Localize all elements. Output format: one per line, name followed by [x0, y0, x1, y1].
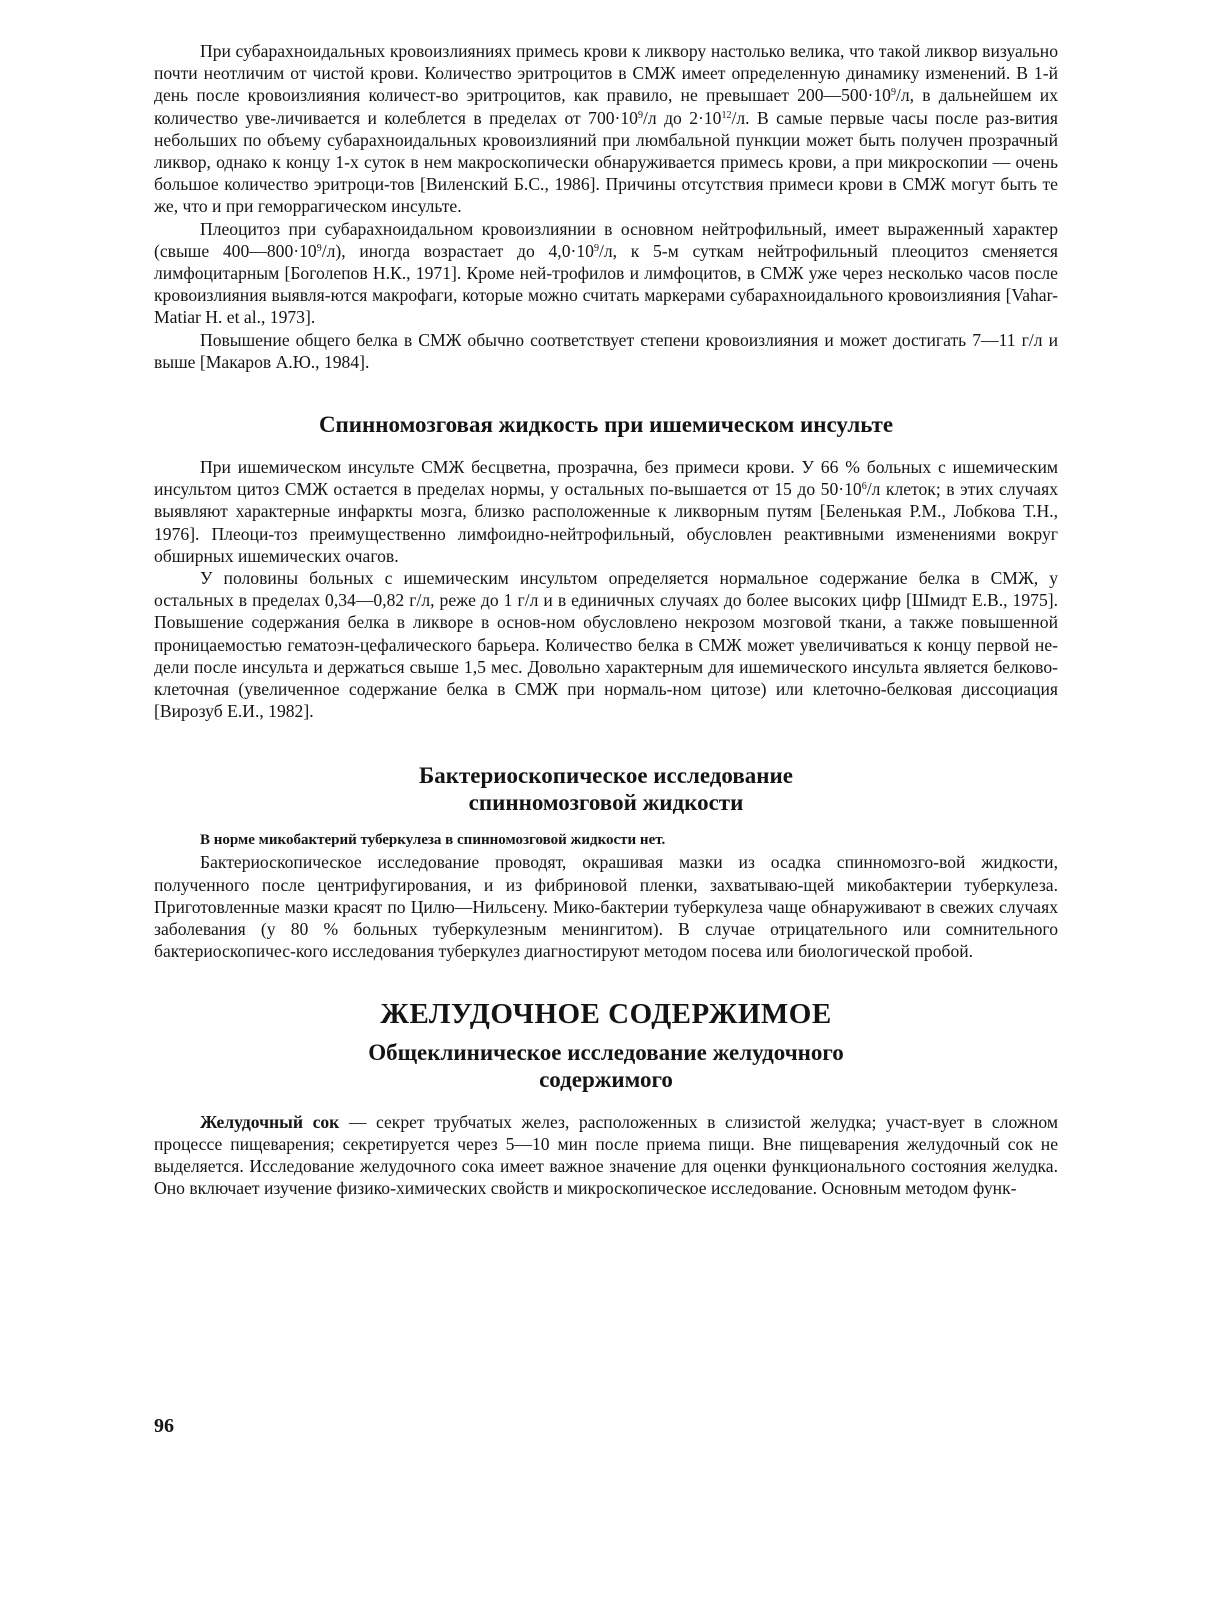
bacterioscopy-paragraph-1: Бактериоскопическое исследование проводят, окрашивая мазки из осадка спинномозго-вой жидкости, полученного после центрифугирования, и из фибриновой пленки, захватываю-щей микобактерии туберкулеза. Приготовленные мазки красят по Цилю—Нильсену. Мико-бактерии туберкулеза чаще обнаруживают в свежих случаях заболевания (у 80 % больных туберкулезным менингитом). В случае отрицательного или сомнительного бактериоскопичес-кого исследования туберкулез диагностируют методом посева или биологической пробой. [154, 852, 1058, 962]
gastric-paragraph-1: Желудочный сок — секрет трубчатых желез, расположенных в слизистой желудка; участ-вует в сложном процессе пищеварения; секретируется через 5—10 мин после приема пищи. Вне пищеварения желудочный сок не выделяется. Исследование желудочного сока имеет важное значение для оценки функционального состояния желудка. Оно включает изучение физико-химических свойств и микроскопическое исследование. Основным методом функ- [154, 1111, 1059, 1199]
ischemic-paragraph-1: При ишемическом инсульте СМЖ бесцветна, прозрачна, без примеси крови. У 66 % больных с ишемическим инсультом цитоз СМЖ остается в пределах нормы, у остальных по-вышается от 15 до $50\cdot 10^6/л$ клеток; в этих случаях выявляют характерные инфаркты мозга, близко расположенные к ликворным путям [Беленькая Р.М., Лобкова Т.Н., 1976]. Плеоци-тоз преимущественно лимфоидно-нейтрофильный, обусловлен реактивными изменениями вокруг обширных ишемических очагов. [154, 457, 1058, 566]
ischemic-section-title: Спинномозговая жидкость при ишемическом инсульте [318, 412, 894, 438]
sah-paragraph-1: При субарахноидальных кровоизлияниях примесь крови к ликвору настолько велика, что такой ликвор визуально почти неотличим от чистой крови. Количество эритроцитов в СМЖ имеет определенную динамику изменений. В 1-й день после кровоизлияния количест-во эритроцитов, как правило, не превышает $200—500\cdot 10^9/л$, в дальнейшем их количество уве-личивается и колеблется в пределах от $700\cdot 10^9/л$ до $2\cdot 10^{12}/л$. В самые первые часы после раз-вития небольших по объему субарахноидальных кровоизлияний при люмбальной пункции может быть получен прозрачный ликвор, однако к концу 1-х суток в нем макроскопически обнаруживается примесь крови, а при микроскопии — очень большое количество эритроци-тов [Виленский Б.С., 1986]. Причины отсутствия примеси крови в СМЖ могут быть те же, что и при геморрагическом инсульте. [154, 41, 1058, 217]
bacterioscopy-title-line-2: спинномозговой жидкости [468, 790, 744, 816]
gastric-section-title [154, 1039, 1058, 1093]
bacterioscopy-norm-statement: В норме микобактерий туберкулеза в спинномозговой жидкости нет. [200, 832, 666, 849]
ischemic-paragraph-2: У половины больных с ишемическим инсультом определяется нормальное содержание белка в СМЖ, у остальных в пределах 0,34—0,82 г/л, реже до 1 г/л и в единичных случаях до более высоких цифр [Шмидт Е.В., 1975]. Повышение содержания белка в ликворе в основ-ном обусловлено некрозом мозговой ткани, а также повышенной проницаемостью гематоэн-цефалического барьера. Количество белка в СМЖ может увеличиваться к концу первой не-дели после инсульта и держаться свыше 1,5 мес. Довольно характерным для ишемического инсульта является белково-клеточная (увеличенное содержание белка в СМЖ при нормаль-ном цитозе) или клеточно-белковая диссоциация [Вирозуб Е.И., 1982]. [154, 568, 1058, 722]
gastric-subtitle-line-1: Общеклиническое исследование желудочного [368, 1039, 844, 1065]
bacterioscopy-title-line-1: Бактериоскопическое исследование [419, 763, 793, 789]
sah-paragraph-2: Плеоцитоз при субарахноидальном кровоизлиянии в основном нейтрофильный, имеет выраженный характер (свыше $400—800\cdot 10^9/л$), иногда возрастает до $4,0\cdot 10^9/л$, к 5-м суткам нейтрофильный плеоцитоз сменяется лимфоцитарным [Боголепов Н.К., 1971]. Кроме ней-трофилов и лимфоцитов, в СМЖ уже через несколько часов после кровоизлияния выявля-ются макрофаги, которые можно считать маркерами субарахноидального кровоизлияния [Vahar-Matiar H. et al., 1973]. [154, 218, 1059, 328]
gastric-chapter-title: ЖЕЛУДОЧНОЕ СОДЕРЖИМОЕ [380, 997, 832, 1030]
bacterioscopy-section-title [154, 762, 1058, 816]
page-number: 96 [154, 1415, 174, 1437]
gastric-subtitle-line-2: содержимого [539, 1066, 673, 1092]
sah-paragraph-3: Повышение общего белка в СМЖ обычно соответствует степени кровоизлияния и может достигать 7—11 г/л и выше [Макаров А.Ю., 1984]. [154, 329, 1058, 372]
gastric-juice-term: Желудочный сок [200, 1111, 340, 1132]
